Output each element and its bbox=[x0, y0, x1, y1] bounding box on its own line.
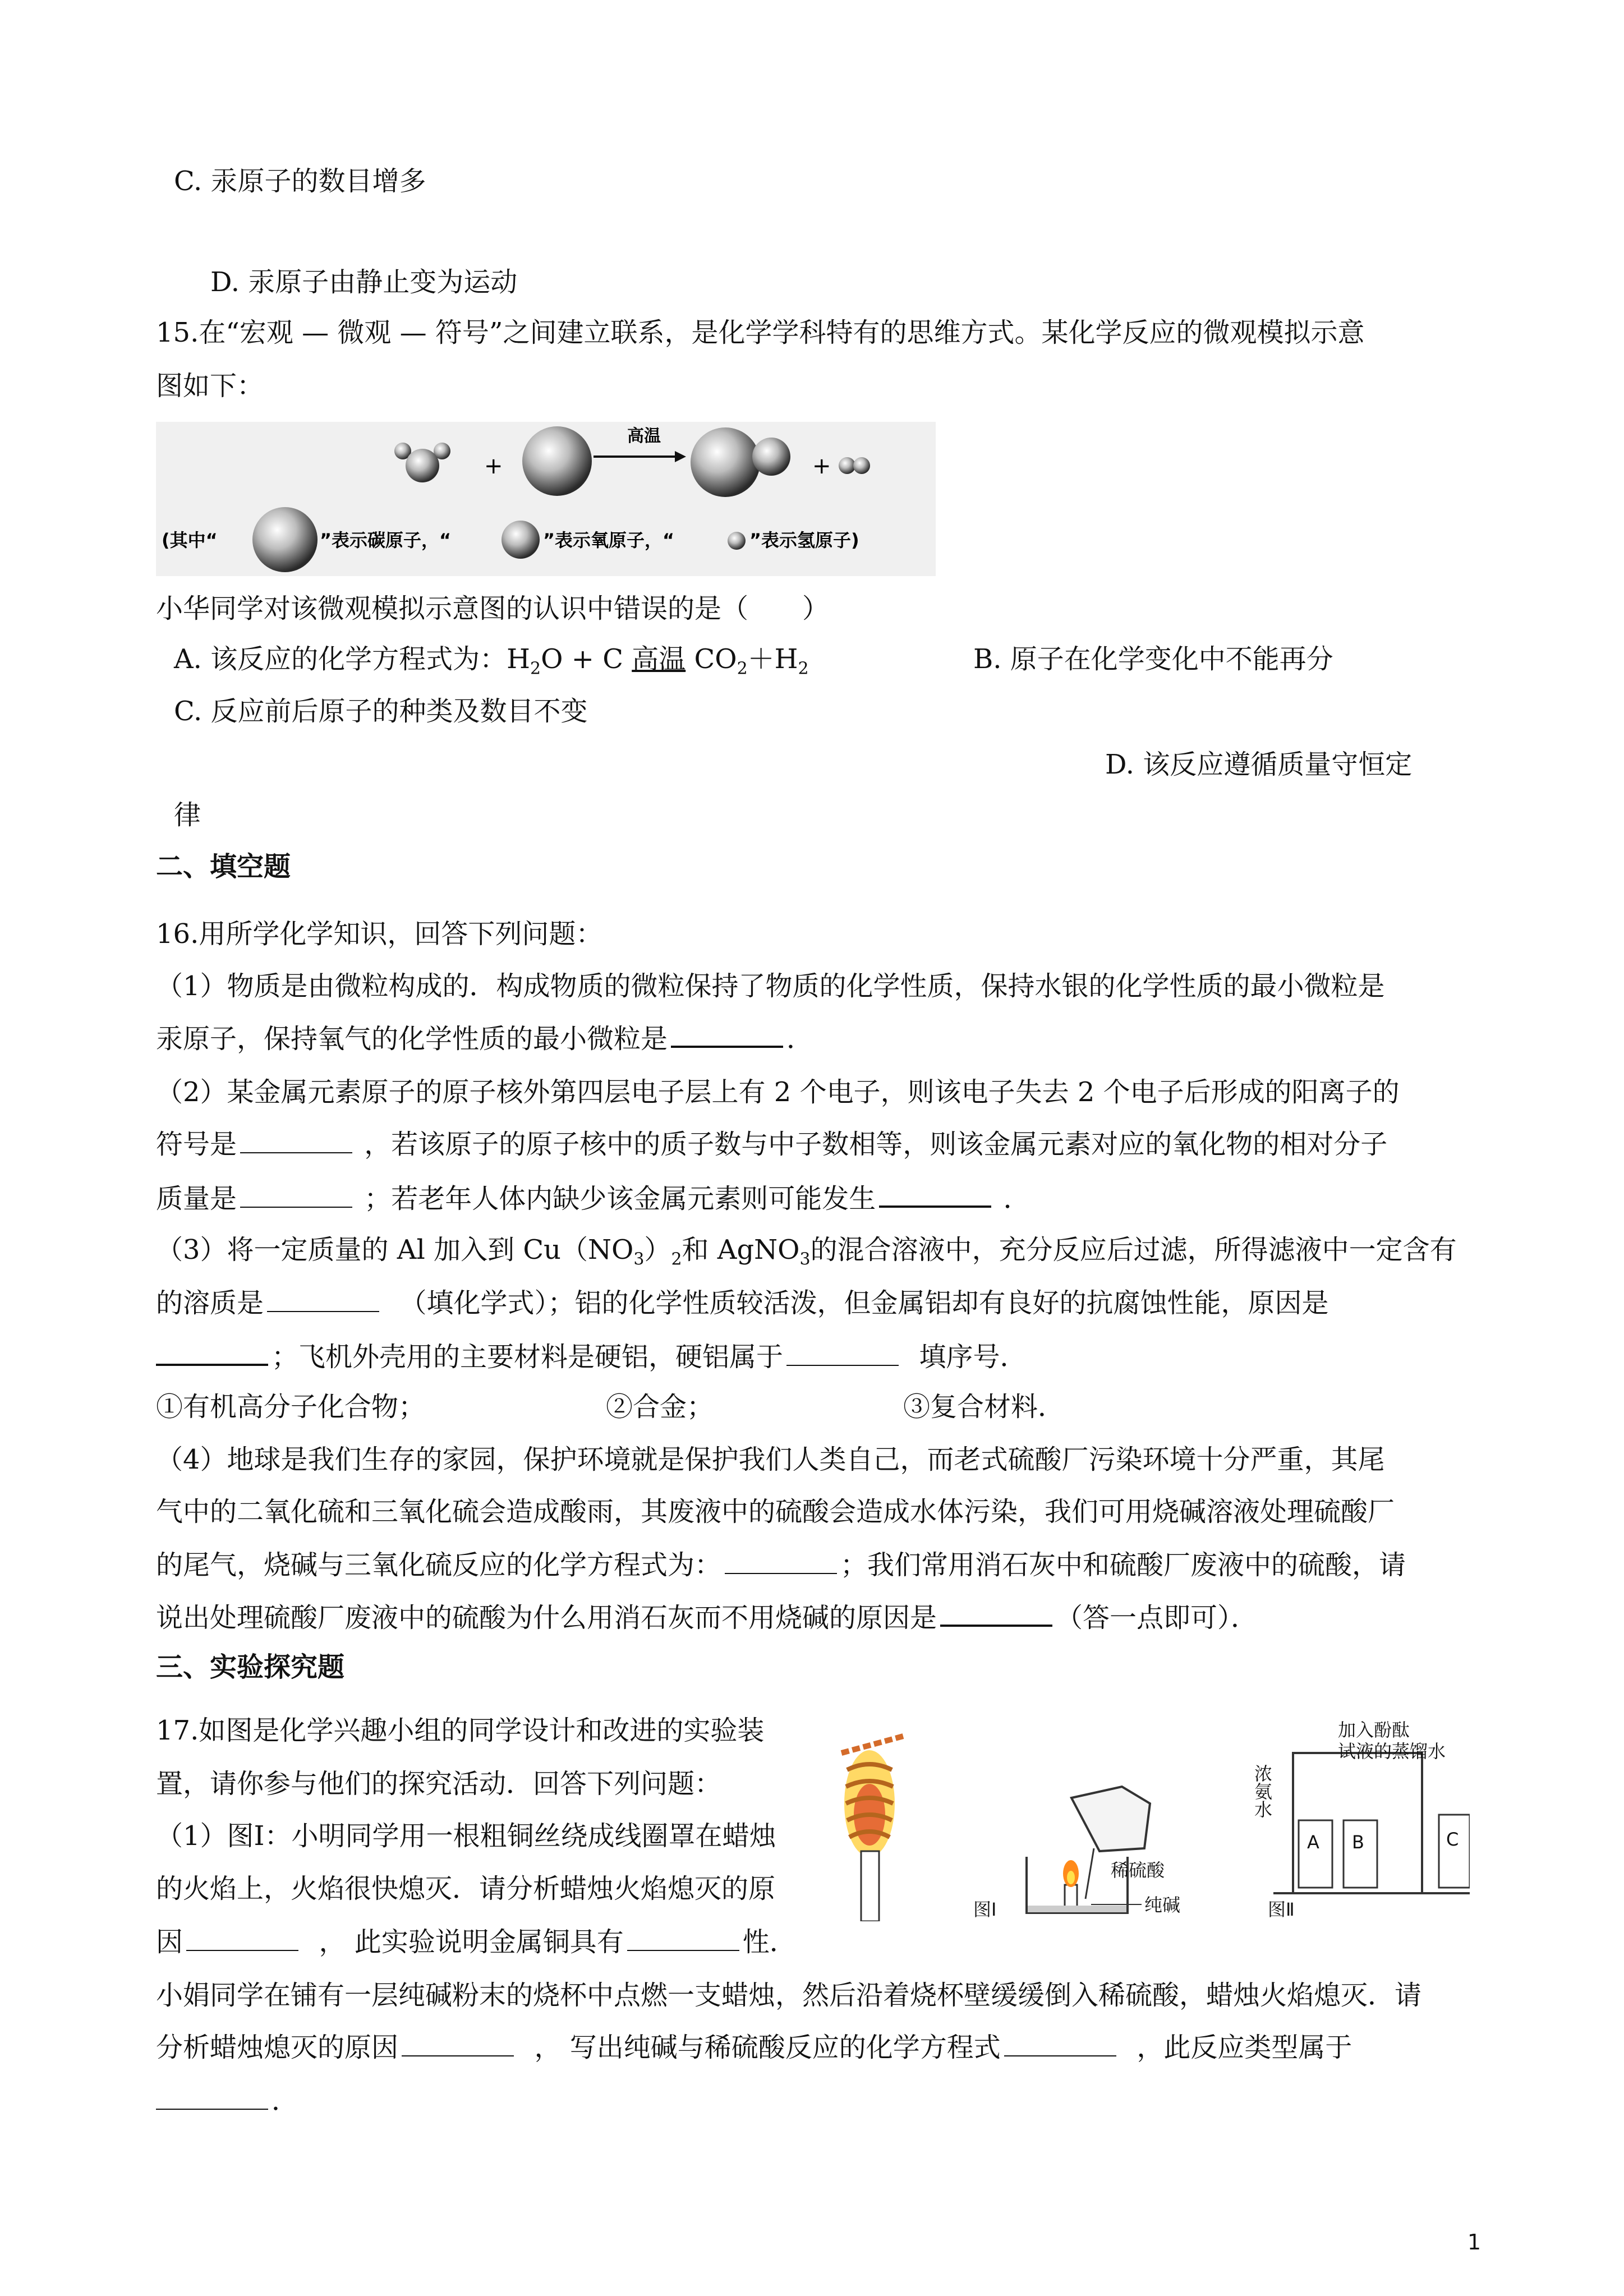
answer-blank[interactable] bbox=[156, 1339, 268, 1366]
q16-p2-line1: （2）某金属元素原子的原子核外第四层电子层上有 2 个电子，则该电子失去 2 个电子后形成的阳离子的 bbox=[156, 1076, 1400, 1108]
q17-line3: （1）图Ⅰ：小明同学用一根粗铜丝绕成线圈罩在蜡烛 bbox=[156, 1820, 776, 1852]
q16-p1-line1: （1）物质是由微粒构成的．构成物质的微粒保持了物质的化学性质，保持水银的化学性质的最小微粒是 bbox=[156, 970, 1385, 1002]
carbon-atom bbox=[522, 426, 592, 496]
carbon-atom bbox=[691, 427, 760, 497]
label-beaker-c: C bbox=[1446, 1829, 1459, 1850]
hydrogen-atom bbox=[853, 457, 870, 474]
legend-carbon bbox=[252, 507, 318, 572]
plus-sign: + bbox=[484, 453, 503, 479]
q16-p4-line3: 的尾气，烧碱与三氧化硫反应的化学方程式为： ；我们常用消石灰中和硫酸厂废液中的硫酸，请 bbox=[156, 1549, 1406, 1581]
answer-blank[interactable] bbox=[879, 1181, 991, 1208]
legend-oxygen-text: ”表示氧原子，“ bbox=[543, 530, 675, 551]
answer-blank[interactable] bbox=[156, 2084, 268, 2110]
q16-p3-line1: （3）将一定质量的 Al 加入到 $Cu(NO_3)_2$和 AgNO$_3$的混合溶液中，充分反应后过滤，所得滤液中一定含有 bbox=[156, 1234, 1457, 1269]
legend-prefix: (其中“ bbox=[162, 530, 218, 551]
q15-option-d: D. 该反应遵循质量守恒定 bbox=[1105, 749, 1413, 780]
label-concentrated-ammonia: 浓氨水 bbox=[1252, 1764, 1273, 1818]
q16-p4-line4: 说出处理硫酸厂废液中的硫酸为什么用消石灰而不用烧碱的原因是 （答一点即可）． bbox=[156, 1600, 1258, 1635]
q16-stem: 16.用所学化学知识，回答下列问题： bbox=[156, 918, 603, 950]
q15-stem-line1: 15.在“宏观 — 微观 — 符号”之间建立联系，是化学学科特有的思维方式。某化学反应的微观模拟示意 bbox=[156, 317, 1365, 348]
reaction-diagram bbox=[156, 422, 936, 576]
answer-blank[interactable] bbox=[267, 1286, 379, 1312]
answer-blank[interactable] bbox=[671, 1021, 783, 1048]
label-beaker-b: B bbox=[1352, 1832, 1364, 1853]
q15-question: 小华同学对该微观模拟示意图的认识中错误的是（ ） bbox=[156, 593, 830, 624]
answer-blank[interactable] bbox=[186, 1925, 298, 1951]
copper-coil-candle bbox=[841, 1736, 903, 1921]
label-figure-1: 图Ⅰ bbox=[973, 1899, 997, 1920]
legend-oxygen bbox=[502, 521, 540, 559]
q16-p2-line3: 质量是 ；若老年人体内缺少该金属元素则可能发生 ． bbox=[156, 1181, 1030, 1216]
q16-option-1: ①有机高分子化合物； bbox=[156, 1391, 426, 1423]
label-beaker-a: A bbox=[1307, 1832, 1319, 1853]
arrow-label: 高温 bbox=[627, 426, 661, 446]
section-heading-experiment: 三、实验探究题 bbox=[156, 1651, 345, 1683]
q15-stem-line2: 图如下： bbox=[156, 370, 264, 402]
apparatus-figure bbox=[830, 1719, 1470, 1921]
q16-p4-line1: （4）地球是我们生存的家园，保护环境就是保护我们人类自己，而老式硫酸厂污染环境十分严重，其尾 bbox=[156, 1444, 1385, 1475]
q17-line5: 因 ， 此实验说明金属铜具有 性． bbox=[156, 1926, 797, 1958]
oxygen-atom bbox=[752, 438, 790, 476]
answer-blank[interactable] bbox=[402, 2031, 514, 2056]
plus-sign: + bbox=[812, 453, 831, 479]
label-phenolphthalein-2: 试液的蒸馏水 bbox=[1338, 1741, 1446, 1762]
answer-blank[interactable] bbox=[940, 1600, 1052, 1627]
answer-blank[interactable] bbox=[240, 1182, 352, 1208]
q16-p3-line2: 的溶质是 （填化学式）；铝的化学性质较活泼，但金属铝却有良好的抗腐蚀性能，原因是 bbox=[156, 1287, 1329, 1319]
answer-blank[interactable] bbox=[1004, 2031, 1116, 2056]
legend-hydrogen bbox=[728, 532, 746, 550]
label-dilute-sulfuric-acid: 稀硫酸 bbox=[1111, 1860, 1165, 1881]
q14-option-d: D. 汞原子由静止变为运动 bbox=[210, 266, 518, 298]
q16-p2-line2: 符号是 ，若该原子的原子核中的质子数与中子数相等，则该金属元素对应的氧化物的相对分子 bbox=[156, 1129, 1388, 1160]
label-phenolphthalein-1: 加入酚酞 bbox=[1338, 1719, 1410, 1741]
q14-option-c: C. 汞原子的数目增多 bbox=[174, 165, 426, 197]
q15-option-c: C. 反应前后原子的种类及数目不变 bbox=[174, 696, 588, 727]
section-heading-fill-in: 二、填空题 bbox=[156, 851, 291, 882]
q16-p1-line2: 汞原子，保持氧气的化学性质的最小微粒是 ． bbox=[156, 1021, 813, 1056]
q17-line2: 置，请你参与他们的探究活动．回答下列问题： bbox=[156, 1768, 722, 1800]
oxygen-atom bbox=[406, 449, 439, 482]
q15-option-b: B. 原子在化学变化中不能再分 bbox=[973, 643, 1333, 675]
q16-option-2: ②合金； bbox=[606, 1391, 714, 1423]
page-number: 1 bbox=[1467, 2230, 1481, 2254]
q16-p3-line3: ；飞机外壳用的主要材料是硬铝，硬铝属于 填序号． bbox=[156, 1339, 1027, 1374]
answer-blank[interactable] bbox=[725, 1548, 837, 1574]
label-soda-ash: 纯碱 bbox=[1144, 1894, 1181, 1916]
q15-option-a: A. 该反应的化学方程式为：$H_2O + C$ 高温 $CO_2+H_2$ bbox=[174, 643, 809, 679]
answer-blank[interactable] bbox=[786, 1340, 899, 1366]
q16-option-3: ③复合材料． bbox=[903, 1391, 1065, 1423]
q17-line4: 的火焰上，火焰很快熄灭．请分析蜡烛火焰熄灭的原 bbox=[156, 1873, 776, 1904]
legend-carbon-text: ”表示碳原子，“ bbox=[320, 530, 452, 551]
ammonia-diffusion-setup bbox=[1252, 1719, 1470, 1893]
q17-line7: 分析蜡烛熄灭的原因 ， 写出纯碱与稀硫酸反应的化学方程式 ，此反应类型属于 bbox=[156, 2032, 1352, 2063]
hydrogen-atom bbox=[839, 457, 855, 474]
q17-line8: ． bbox=[156, 2084, 298, 2118]
answer-blank[interactable] bbox=[627, 1925, 739, 1951]
q17-line1: 17.如图是化学兴趣小组的同学设计和改进的实验装 bbox=[156, 1715, 765, 1746]
q17-line6: 小娟同学在铺有一层纯碱粉末的烧杯中点燃一支蜡烛，然后沿着烧杯壁缓缓倒入稀硫酸，蜡烛火焰熄灭．请 bbox=[156, 1980, 1422, 2011]
label-figure-2: 图Ⅱ bbox=[1268, 1899, 1295, 1920]
beaker-candle bbox=[1027, 1787, 1180, 1916]
legend-hydrogen-text: ”表示氢原子) bbox=[749, 530, 859, 551]
answer-blank[interactable] bbox=[240, 1128, 352, 1153]
q15-option-d-cont: 律 bbox=[174, 799, 201, 831]
q16-p4-line2: 气中的二氧化硫和三氧化硫会造成酸雨，其废液中的硫酸会造成水体污染，我们可用烧碱溶液处理硫酸厂 bbox=[156, 1496, 1395, 1527]
